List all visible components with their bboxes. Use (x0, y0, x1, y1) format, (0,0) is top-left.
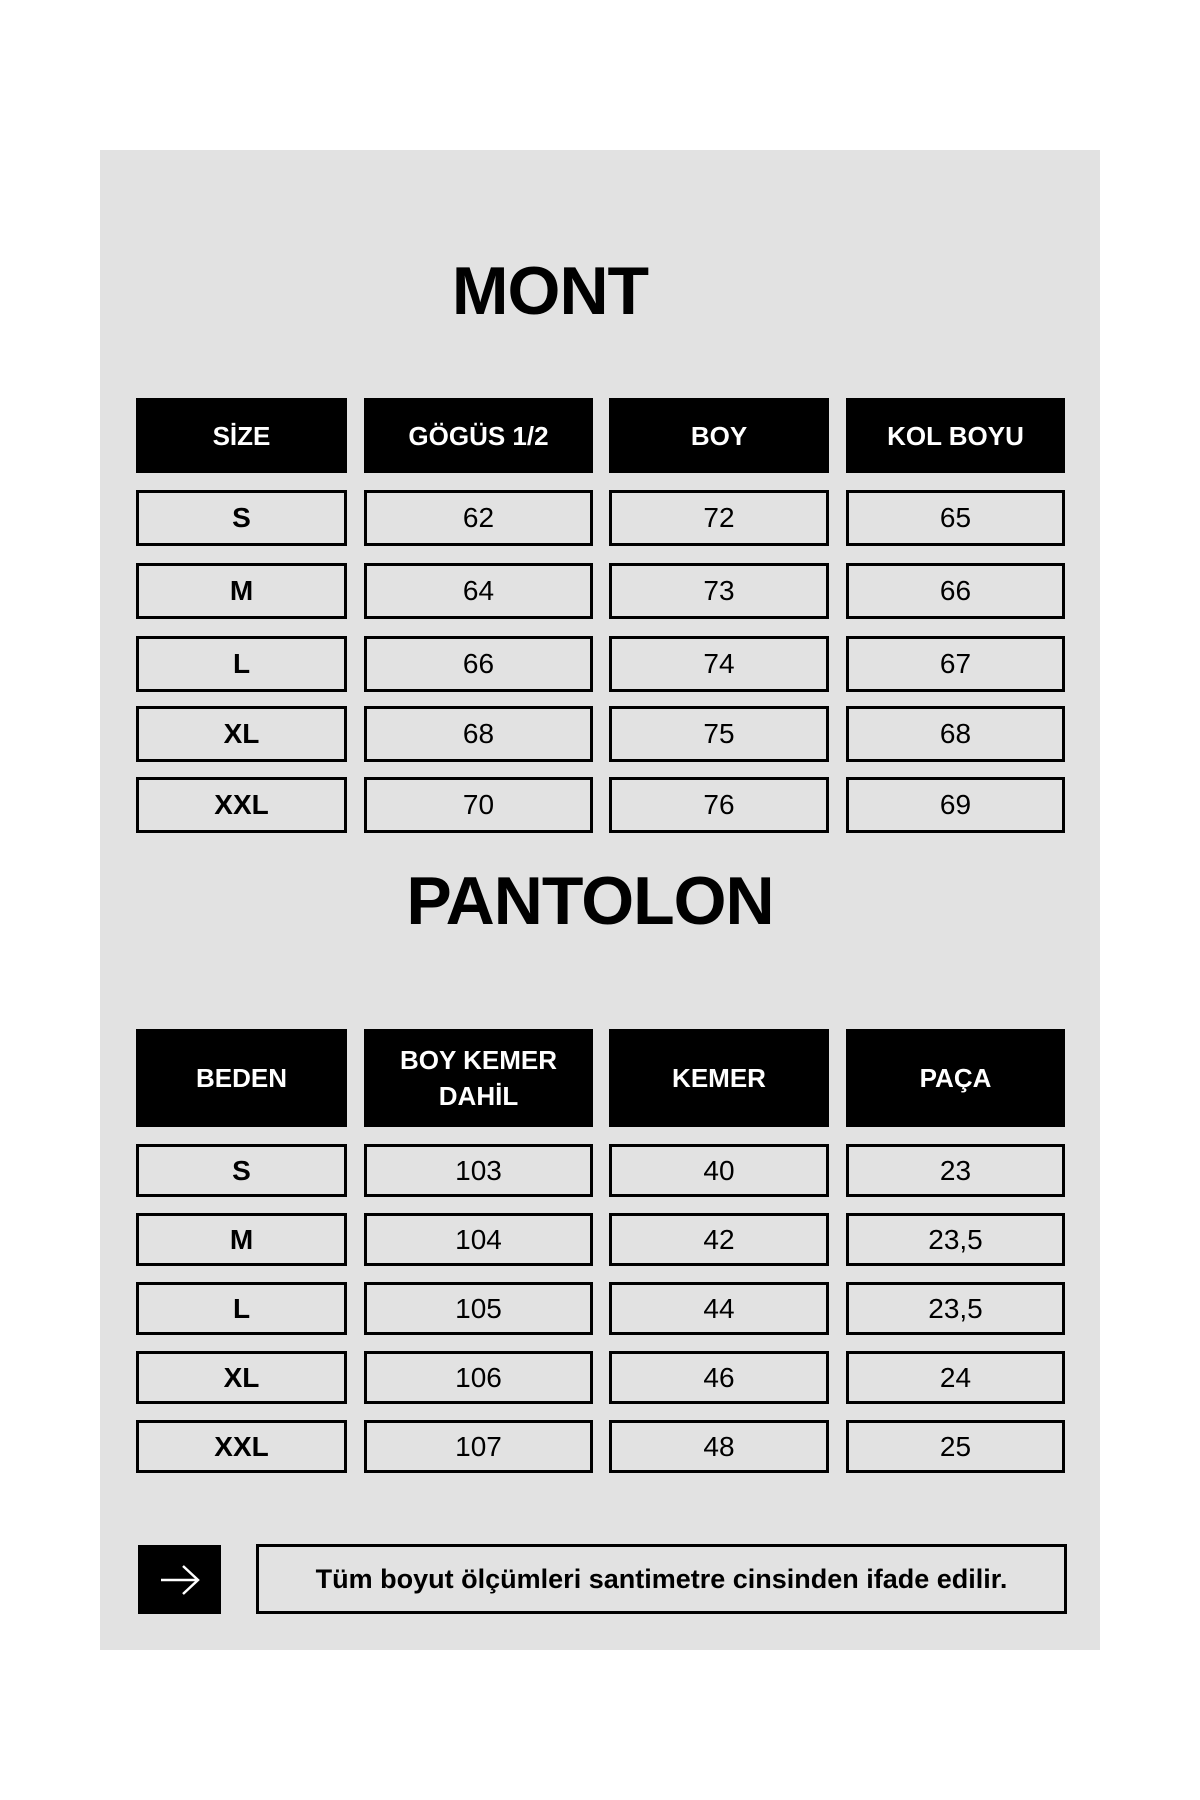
mont-cell-r2-c3: 67 (846, 636, 1065, 692)
mont-cell-r3-c2: 75 (609, 706, 829, 762)
pantolon-cell-r4-c2: 48 (609, 1420, 829, 1473)
pantolon-cell-r3-c2: 46 (609, 1351, 829, 1404)
pantolon-header-2: KEMER (609, 1029, 829, 1127)
pantolon-cell-r0-c2: 40 (609, 1144, 829, 1197)
mont-cell-r3-c0: XL (136, 706, 347, 762)
mont-cell-r4-c0: XXL (136, 777, 347, 833)
mont-header-1: GÖGÜS 1/2 (364, 398, 593, 473)
arrow-right-icon (138, 1545, 221, 1614)
pantolon-header-1: BOY KEMER DAHİL (364, 1029, 593, 1127)
pantolon-cell-r0-c3: 23 (846, 1144, 1065, 1197)
mont-header-2: BOY (609, 398, 829, 473)
pantolon-cell-r4-c0: XXL (136, 1420, 347, 1473)
pantolon-cell-r1-c0: M (136, 1213, 347, 1266)
pantolon-cell-r0-c1: 103 (364, 1144, 593, 1197)
size-chart-panel (100, 150, 1100, 1650)
pantolon-cell-r3-c3: 24 (846, 1351, 1065, 1404)
pantolon-header-0: BEDEN (136, 1029, 347, 1127)
mont-cell-r1-c2: 73 (609, 563, 829, 619)
pantolon-cell-r1-c3: 23,5 (846, 1213, 1065, 1266)
pantolon-title: PANTOLON (406, 863, 774, 939)
mont-cell-r3-c3: 68 (846, 706, 1065, 762)
pantolon-cell-r0-c0: S (136, 1144, 347, 1197)
mont-cell-r2-c0: L (136, 636, 347, 692)
mont-cell-r4-c2: 76 (609, 777, 829, 833)
measurement-note: Tüm boyut ölçümleri santimetre cinsinden ifade edilir. (256, 1544, 1067, 1614)
pantolon-cell-r3-c1: 106 (364, 1351, 593, 1404)
mont-cell-r0-c1: 62 (364, 490, 593, 546)
mont-cell-r0-c0: S (136, 490, 347, 546)
mont-cell-r1-c0: M (136, 563, 347, 619)
mont-header-3: KOL BOYU (846, 398, 1065, 473)
mont-header-0: SİZE (136, 398, 347, 473)
mont-cell-r3-c1: 68 (364, 706, 593, 762)
mont-title: MONT (451, 253, 649, 329)
pantolon-cell-r1-c2: 42 (609, 1213, 829, 1266)
pantolon-cell-r2-c2: 44 (609, 1282, 829, 1335)
pantolon-cell-r4-c3: 25 (846, 1420, 1065, 1473)
mont-cell-r1-c1: 64 (364, 563, 593, 619)
mont-cell-r2-c2: 74 (609, 636, 829, 692)
pantolon-cell-r2-c0: L (136, 1282, 347, 1335)
mont-cell-r0-c2: 72 (609, 490, 829, 546)
mont-cell-r2-c1: 66 (364, 636, 593, 692)
pantolon-cell-r2-c1: 105 (364, 1282, 593, 1335)
pantolon-cell-r1-c1: 104 (364, 1213, 593, 1266)
mont-cell-r1-c3: 66 (846, 563, 1065, 619)
pantolon-cell-r4-c1: 107 (364, 1420, 593, 1473)
pantolon-cell-r2-c3: 23,5 (846, 1282, 1065, 1335)
pantolon-header-3: PAÇA (846, 1029, 1065, 1127)
mont-cell-r0-c3: 65 (846, 490, 1065, 546)
mont-cell-r4-c1: 70 (364, 777, 593, 833)
pantolon-cell-r3-c0: XL (136, 1351, 347, 1404)
mont-cell-r4-c3: 69 (846, 777, 1065, 833)
